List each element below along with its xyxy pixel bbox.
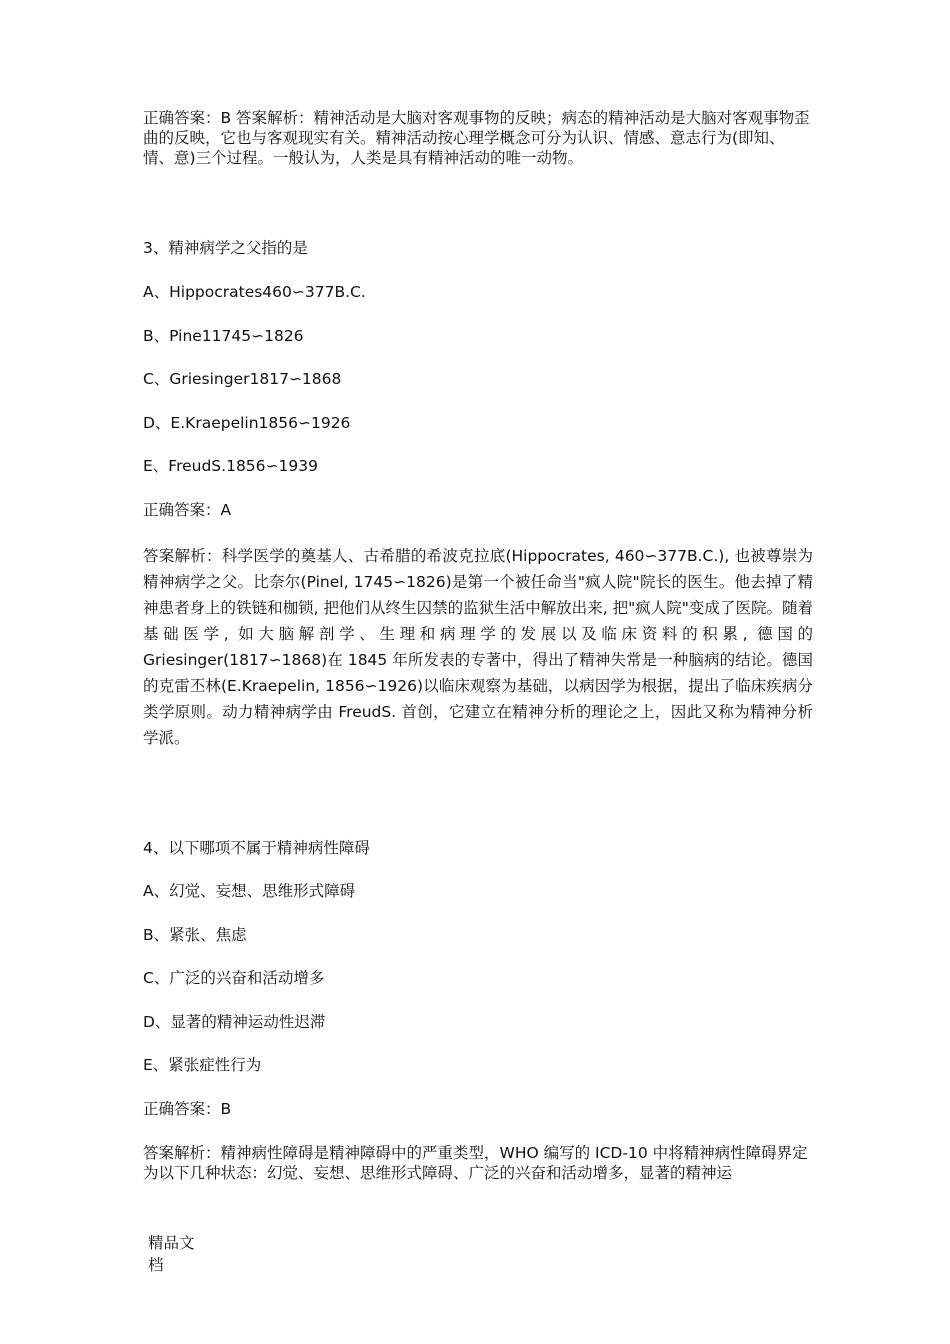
q4-explanation: 答案解析：精神病性障碍是精神障碍中的严重类型，WHO 编写的 ICD-10 中将精神病性障碍界定为以下几种状态：幻觉、妄想、思维形式障碍、广泛的兴奋和活动增多，显著的精神运 [143, 1144, 808, 1182]
q2-answer-explanation: 正确答案：B 答案解析：精神活动是大脑对客观事物的反映；病态的精神活动是大脑对客观事物歪曲的反映，它也与客观现实有关。精神活动按心理学概念可分为认识、情感、意志行为(即知、情、意)三个过程。一般认为，人类是具有精神活动的唯一动物。 [143, 109, 810, 167]
footer-watermark: 精品文档 [148, 1234, 195, 1274]
q4-option-a: A、幻觉、妄想、思维形式障碍 [143, 882, 356, 900]
q3-option-c: C、Griesinger1817∽1868 [143, 370, 342, 388]
q3-option-a: A、Hippocrates460∽377B.C. [143, 283, 366, 301]
q4-answer: 正确答案：B [143, 1100, 232, 1118]
q4-option-b: B、紧张、焦虑 [143, 926, 247, 944]
q3-explanation: 答案解析：科学医学的奠基人、古希腊的希波克拉底(Hippocrates, 460∽377B.C.), 也被尊崇为精神病学之父。比奈尔(Pinel, 1745∽1826)是第一个被任命当"疯人院"院长的医生。他去掉了精神患者身上的铁链和枷锁, 把他们从终生囚禁的监狱生活中解放出来, 把"疯人院"变成了医院。随着基础医学, 如大脑解剖学、生理和病理学的发展以及临床资料的积累, 德国的 Griesinger(1817∽1868)在 1845 年所发表的专著中，得出了精神失常是一种脑病的结论。德国的克雷丕林(E.Kraepelin, 1856∽1926)以临床观察为基础，以病因学为根据，提出了临床疾病分类学原则。动力精神病学由 FreudS. 首创，它建立在精神分析的理论之上，因此又称为精神分析学派。 [143, 547, 813, 747]
q4-option-d: D、显著的精神运动性迟滞 [143, 1013, 326, 1031]
q4-option-c: C、广泛的兴奋和活动增多 [143, 969, 325, 987]
q4-option-e: E、紧张症性行为 [143, 1056, 262, 1074]
q3-question: 3、精神病学之父指的是 [143, 239, 308, 257]
q3-option-d: D、E.Kraepelin1856∽1926 [143, 414, 351, 432]
q3-option-e: E、FreudS.1856∽1939 [143, 457, 318, 475]
q3-option-b: B、Pine11745∽1826 [143, 327, 304, 345]
q4-question: 4、以下哪项不属于精神病性障碍 [143, 839, 370, 857]
q3-answer: 正确答案：A [143, 501, 232, 519]
